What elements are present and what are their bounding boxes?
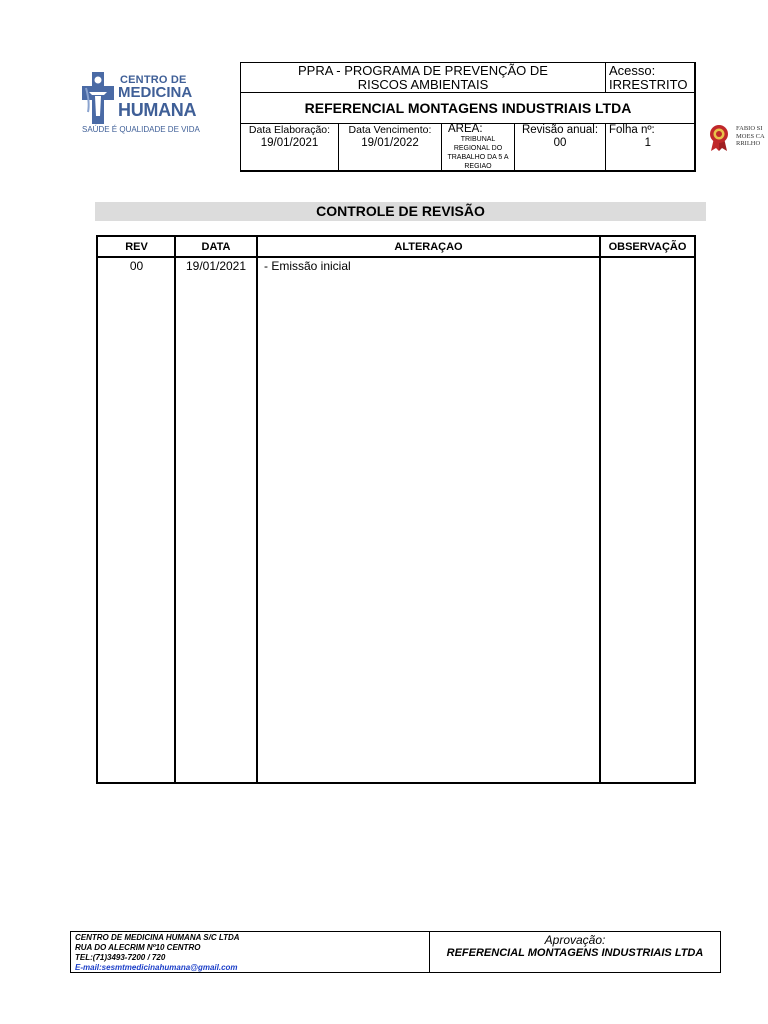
ribbon-seal-icon <box>708 124 730 152</box>
program-title-cell <box>240 62 606 93</box>
revisao-anual-label: Revisão anual: <box>521 124 599 136</box>
area-label: AREA: <box>448 123 483 135</box>
header-data: DATA <box>201 241 231 253</box>
table-row-rev: 00 <box>129 259 144 273</box>
header-rev: REV <box>125 241 148 253</box>
approval-company: REFERENCIAL MONTAGENS INDUSTRIAIS LTDA <box>446 947 704 959</box>
folha-value: 1 <box>644 137 651 149</box>
access-value: IRRESTRITO <box>609 77 688 92</box>
logo-tagline: SAÚDE É QUALIDADE DE VIDA <box>82 125 200 134</box>
program-title: PPRA - PROGRAMA DE PREVENÇÃO DE RISCOS AMBIENTAIS <box>298 63 548 92</box>
revision-table <box>96 235 696 784</box>
footer-address: RUA DO ALECRIM Nº10 CENTRO <box>75 943 201 952</box>
data-vencimento-label: Data Vencimento: <box>348 124 432 136</box>
document-header <box>240 62 695 171</box>
footer-company: CENTRO DE MEDICINA HUMANA S/C LTDA <box>75 933 240 942</box>
revisao-anual-value: 00 <box>553 137 567 149</box>
approval-label: Aprovação: <box>544 933 606 947</box>
data-elaboracao-label: Data Elaboração: <box>248 124 331 136</box>
table-row-data: 19/01/2021 <box>185 259 247 273</box>
header-observacao: OBSERVAÇÃO <box>608 241 687 253</box>
footer-phone: TEL:(71)3493-7200 / 720 <box>75 953 166 962</box>
data-vencimento-cell <box>338 123 442 172</box>
header-alteracao: ALTERAÇAO <box>394 241 463 253</box>
access-cell <box>605 62 696 93</box>
revisao-anual-cell <box>514 123 606 172</box>
logo-line3: HUMANA <box>118 100 197 120</box>
footer-approval <box>430 933 720 960</box>
area-cell <box>441 123 515 172</box>
table-row-alteracao: - Emissão inicial <box>264 259 351 273</box>
document-footer <box>70 931 721 973</box>
company-logo <box>80 68 200 140</box>
data-elaboracao-cell <box>240 123 339 172</box>
access-label: Acesso: <box>609 63 656 78</box>
digital-signature-seal <box>708 124 766 156</box>
footer-email[interactable]: E-mail:sesmtmedicinahumana@gmail.com <box>75 963 238 972</box>
data-elaboracao-value: 19/01/2021 <box>260 137 319 149</box>
logo-line2: MEDICINA <box>118 84 193 101</box>
footer-company-info <box>75 933 240 973</box>
folha-label: Folha nº: <box>609 124 655 136</box>
company-name: REFERENCIAL MONTAGENS INDUSTRIAIS LTDA <box>304 100 632 116</box>
data-vencimento-value: 19/01/2022 <box>361 137 419 149</box>
company-name-cell <box>240 92 696 124</box>
medical-cross-logo-icon <box>82 72 114 124</box>
section-title: CONTROLE DE REVISÃO <box>95 202 706 221</box>
folha-cell <box>605 123 696 172</box>
area-value: TRIBUNAL REGIONAL DO TRABALHO DA 5 A REGIAO <box>447 136 509 170</box>
seal-signer: FABIO SIMOES CARRILHO <box>736 125 765 147</box>
logo-line1: CENTRO DE <box>120 74 187 86</box>
